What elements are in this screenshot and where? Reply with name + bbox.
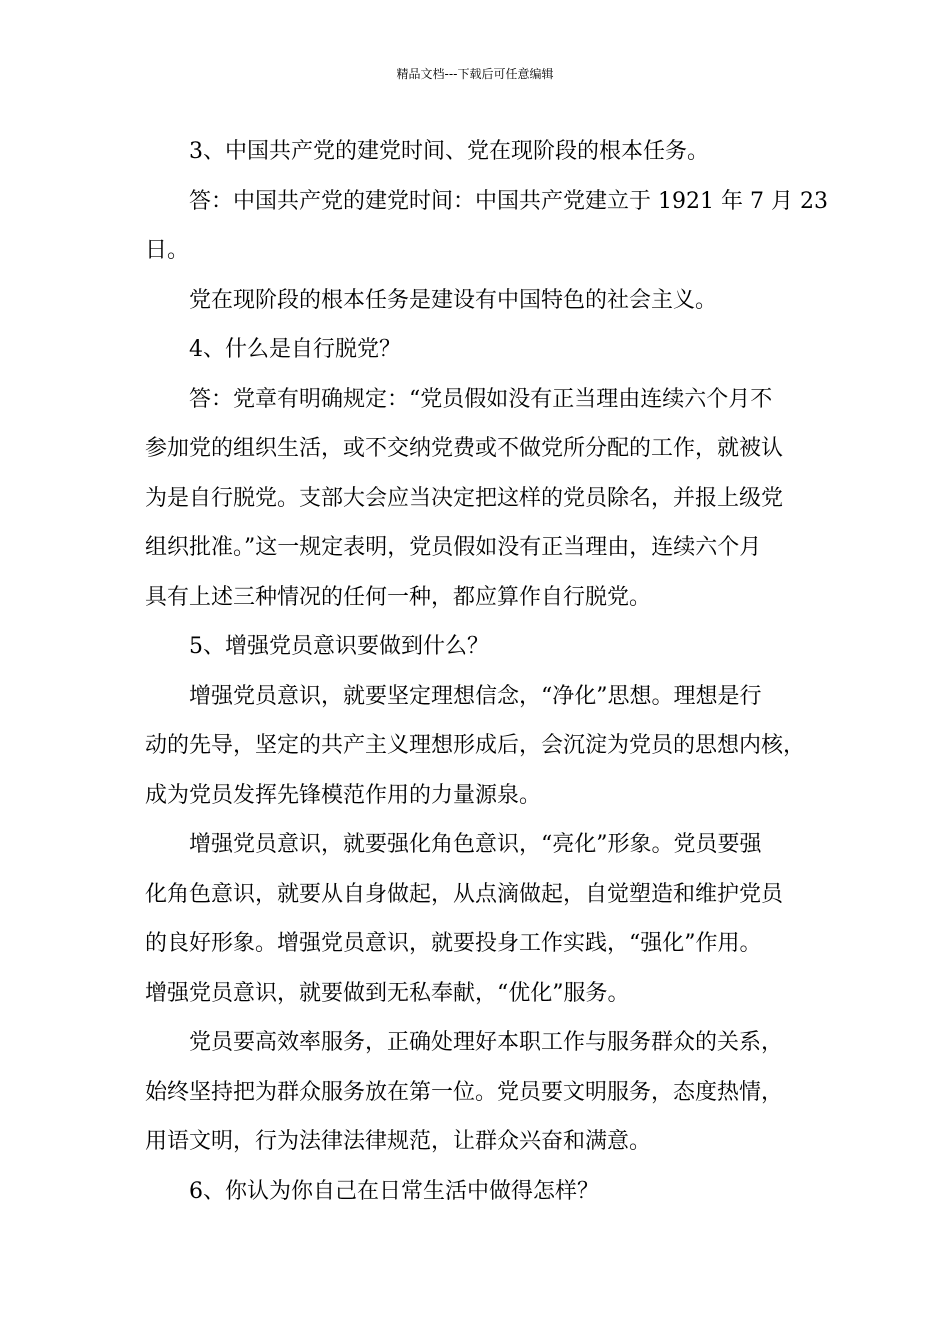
text-line: 3、中国共产党的建党时间、党在现阶段的根本任务。 bbox=[189, 139, 709, 164]
text-line: 党在现阶段的根本任务是建设有中国特色的社会主义。 bbox=[189, 287, 718, 313]
page-header: 精品文档---下载后可任意编辑 bbox=[396, 67, 554, 81]
text-line: 增强党员意识，就要做到无私奉献，“优化”服务。 bbox=[145, 980, 630, 1006]
text-line: 日。 bbox=[145, 238, 190, 263]
text-line: 的良好形象。增强党员意识，就要投身工作实践，“强化”作用。 bbox=[145, 931, 762, 956]
text-line: 动的先导，坚定的共产主义理想形成后，会沉淀为党员的思想内核， bbox=[145, 733, 806, 758]
text-line: 参加党的组织生活，或不交纳党费或不做党所分配的工作，就被认 bbox=[145, 436, 784, 461]
question-5 bbox=[145, 622, 825, 672]
document-body bbox=[145, 127, 828, 1216]
question-6 bbox=[145, 1167, 825, 1217]
text-line: 6、你认为你自己在日常生活中做得怎样？ bbox=[189, 1178, 599, 1204]
text-line: 始终坚持把为群众服务放在第一位。党员要文明服务，态度热情， bbox=[145, 1079, 784, 1105]
answer-3-fundamental-task bbox=[145, 276, 825, 326]
text-line: 答：中国共产党的建党时间：中国共产党建立于 1921 年 7 月 23 bbox=[189, 188, 828, 214]
text-line: 5、增强党员意识要做到什么？ bbox=[189, 634, 489, 659]
text-line: 4、什么是自行脱党？ bbox=[189, 337, 401, 362]
text-line: 增强党员意识，就要强化角色意识，“亮化”形象。党员要强 bbox=[189, 832, 762, 857]
answer-5-ideals bbox=[145, 672, 825, 821]
answer-4 bbox=[145, 375, 825, 623]
answer-3-founding-date bbox=[145, 177, 828, 276]
text-line: 党员要高效率服务，正确处理好本职工作与服务群众的关系， bbox=[189, 1030, 784, 1055]
answer-5-service bbox=[145, 1018, 825, 1167]
text-line: 为是自行脱党。支部大会应当决定把这样的党员除名，并报上级党 bbox=[145, 485, 784, 511]
text-line: 增强党员意识，就要坚定理想信念，“净化”思想。理想是行 bbox=[189, 683, 762, 709]
text-line: 化角色意识，就要从自身做起，从点滴做起，自觉塑造和维护党员 bbox=[145, 881, 784, 907]
text-line: 成为党员发挥先锋模范作用的力量源泉。 bbox=[145, 782, 542, 808]
question-3 bbox=[145, 127, 825, 177]
text-line: 答：党章有明确规定：“党员假如没有正当理由连续六个月不 bbox=[189, 386, 773, 412]
question-4 bbox=[145, 325, 825, 375]
text-line: 具有上述三种情况的任何一种，都应算作自行脱党。 bbox=[145, 584, 652, 610]
text-line: 用语文明，行为法律法律规范，让群众兴奋和满意。 bbox=[145, 1129, 652, 1154]
text-line: 组织批准。”这一规定表明，党员假如没有正当理由，连续六个月 bbox=[145, 535, 762, 560]
answer-5-role bbox=[145, 820, 825, 1018]
